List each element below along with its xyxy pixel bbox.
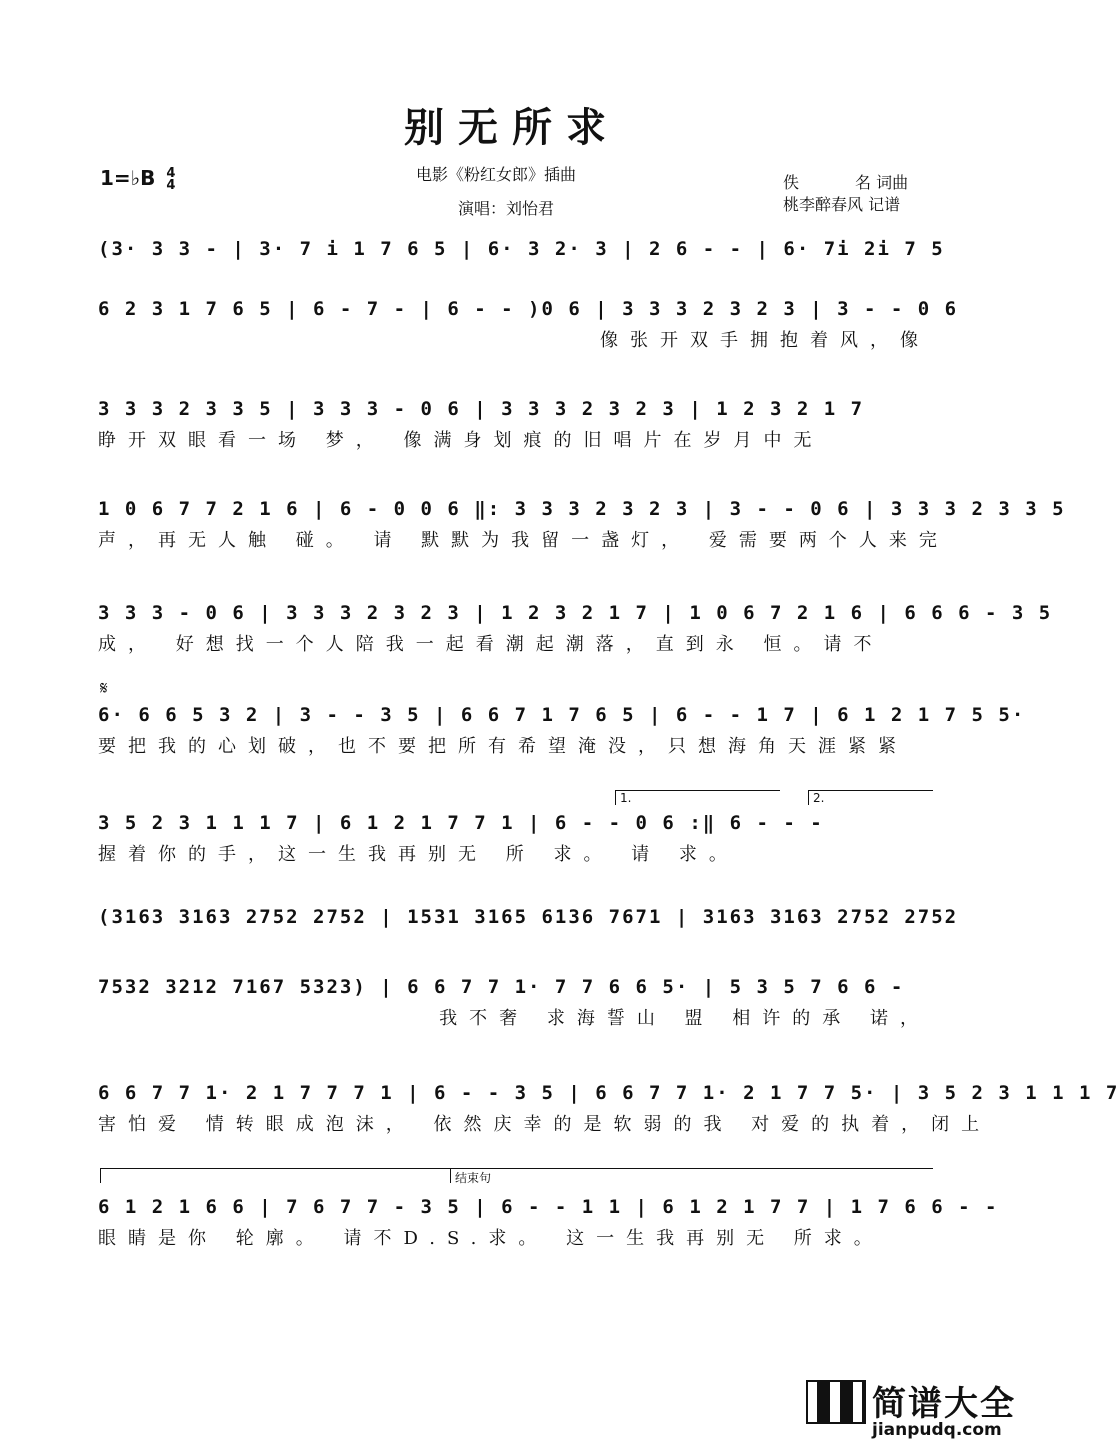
key-label: 1=♭B [100,166,156,190]
score-row [98,232,945,296]
volta-second-ending: 2. [808,790,933,805]
lyric-line: 眼睛是你 轮廓。 请不D.S.求。 这一生我再别无 所求。 [98,1228,884,1249]
piano-keys-icon [806,1380,866,1424]
score-row [98,698,1026,762]
score-row [98,900,959,934]
lyric-line: 成， 好想找一个人陪我一起看潮起潮落，直到永 恒。请不 [98,634,884,655]
credit-transcriber: 桃李醉春风 记谱 [783,195,901,214]
page-title: 别无所求 [404,104,620,151]
ending-bracket: 结束句 [450,1168,933,1183]
lyric-line: 我不奢 求海誓山 盟 相许的承 诺， [439,1008,930,1029]
volta-first-ending: 1. [615,790,780,805]
lyric-line: 害怕爱 情转眼成泡沫， 依然庆幸的是软弱的我 对爱的执着，闭上 [98,1114,992,1135]
subtitle: 电影《粉红女郎》插曲 [416,165,577,184]
notation-line: 3 3 3 2 3 3 5 | 3 3 3 - 0 6 | 3 3 3 2 3 2 3 | 1 2 3 2 1 7 [98,398,865,420]
lyric-line: 要把我的心划破，也不要把所有希望淹没，只想海角天涯紧紧 [98,736,908,757]
credit-author [783,170,908,193]
notation-line: (3163 3163 2752 2752 | 1531 3165 6136 7671 | 3163 3163 2752 2752 [98,906,959,928]
score-row [98,1076,1119,1140]
lyric-line: 睁开双眼看一场 梦， 像满身划痕的旧唱片在岁月中无 [98,430,824,451]
score-row [98,1190,999,1254]
score-row [98,970,930,1034]
notation-line: 6 6 7 7 1· 2 1 7 7 7 1 | 6 - - 3 5 | 6 6 7 7 1· 2 1 7 7 5· | 3 5 2 3 1 1 1 7 [98,1082,1119,1104]
brand-url: jianpudq.com [872,1420,1002,1440]
notation-line: 3 5 2 3 1 1 1 7 | 6 1 2 1 7 7 1 | 6 - - 0 6 :‖ 6 - - - [98,812,824,834]
notation-line: 6 1 2 1 6 6 | 7 6 7 7 - 3 5 | 6 - - 1 1 | 6 1 2 1 7 7 | 1 7 6 6 - - [98,1196,999,1218]
time-signature [166,165,176,193]
meter-top: 4 [166,165,176,181]
singer: 演唱：刘怡君 [458,199,555,218]
brand-name: 简谱大全 [872,1384,1016,1424]
site-logo [806,1376,1024,1448]
score-row [98,596,1053,660]
lyric-line: 像张开双手拥抱着风，像 [600,330,930,351]
meter-bottom: 4 [166,177,176,193]
score-row [98,392,930,456]
score-row [98,492,1066,556]
notation-line: 1 0 6 7 7 2 1 6 | 6 - 0 0 6 ‖: 3 3 3 2 3 2 3 | 3 - - 0 6 | 3 3 3 2 3 3 5 [98,498,1066,520]
score-row [98,806,930,870]
notation-line: 6· 6 6 5 3 2 | 3 - - 3 5 | 6 6 7 1 7 6 5 | 6 - - 1 7 | 6 1 2 1 7 5 5· [98,704,1026,726]
credit-author-second: 名 词曲 [855,173,909,192]
key-signature [100,166,175,192]
notation-line: 6 2 3 1 7 6 5 | 6 - 7 - | 6 - - )0 6 | 3 3 3 2 3 2 3 | 3 - - 0 6 [98,298,959,320]
lyric-line: 声，再无人触 碰。 请 默默为我留一盏灯， 爱需要两个人来完 [98,530,949,551]
lyric-line: 握着你的手，这一生我再别无 所 求。 请 求。 [98,844,739,865]
segno-sign: 𝄋 [100,678,108,699]
credit-author-first: 佚 [783,173,800,192]
score-row [98,292,959,356]
volta-ending-bracket [100,1168,451,1183]
notation-line: (3· 3 3 - | 3· 7 i 1 7 6 5 | 6· 3 2· 3 | 2 6 - - | 6· 7i 2i 7 5 [98,238,945,260]
notation-line: 7532 3212 7167 5323) | 6 6 7 7 1· 7 7 6 6 5· | 5 3 5 7 6 6 - [98,976,905,998]
notation-line: 3 3 3 - 0 6 | 3 3 3 2 3 2 3 | 1 2 3 2 1 7 | 1 0 6 7 2 1 6 | 6 6 6 - 3 5 [98,602,1053,624]
